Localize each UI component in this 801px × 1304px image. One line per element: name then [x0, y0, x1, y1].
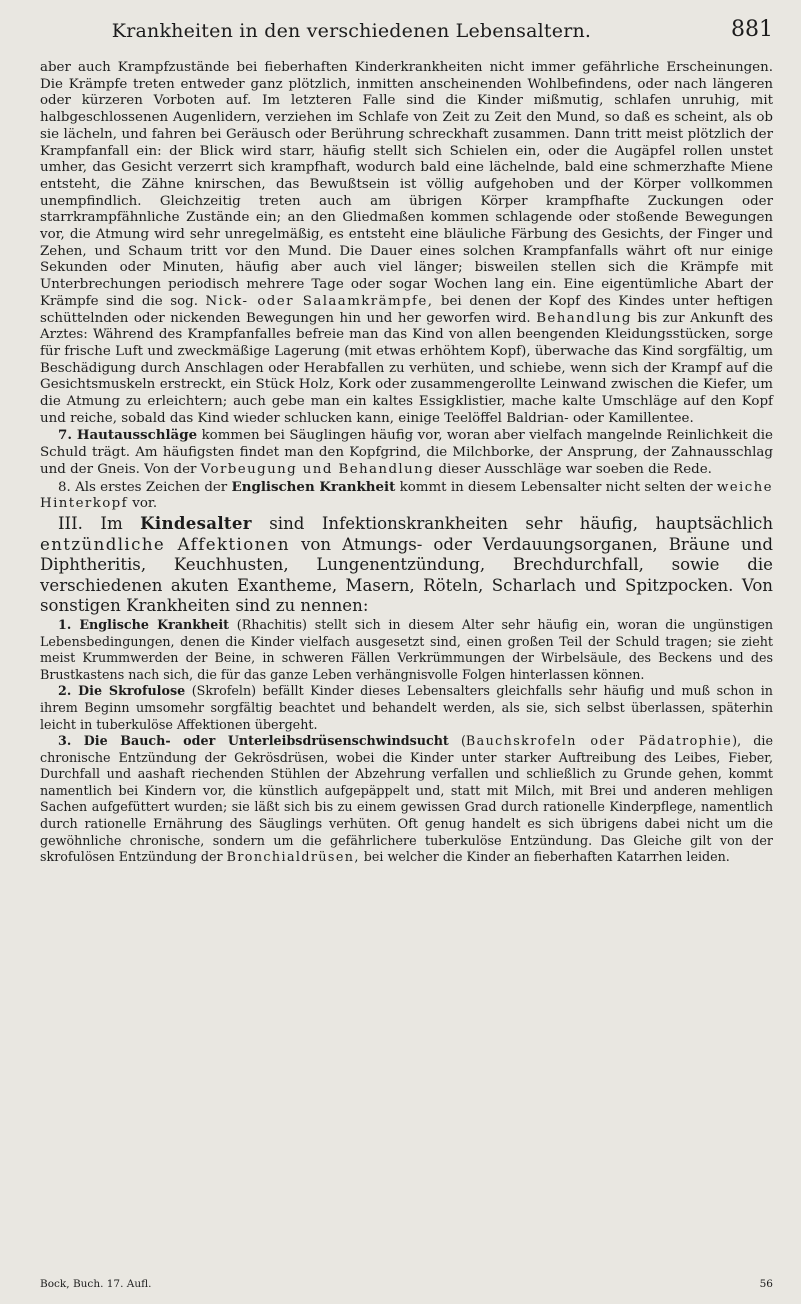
- paragraph-text: ), die chronische Entzündung der Gekrösdrüsen, wobei die Kinder unter starker Auftreibung des Leibes, Fieber, Durchfall und aashaft riechenden Stühlen der Abzehrung verfallen und schließlich zu Grunde gehen, kommt namentlich bei Kindern vor, die künstlich aufgepäppelt und, statt mit Milch, mit Brei und anderen mehligen Sachen aufgefüttert wurden; sie läßt sich bis zu einem gewissen Grad durch rationelle Kinderpflege, namentlich durch rationelle Ernährung des Säuglings verhüten. Oft genug handelt es sich übrigens dabei nicht um die gewöhnliche chronische, sondern um die gefährlichere tuberkulöse Entzündung. Das Gleiche gilt von der skrofulösen Entzündung der: [40, 733, 773, 865]
- paragraph-text: dieser Ausschläge war soeben die Rede.: [438, 461, 712, 477]
- page-header: [40, 14, 773, 44]
- running-title: Krankheiten in den verschiedenen Lebensaltern.: [111, 20, 592, 42]
- paragraph-text: (: [460, 733, 466, 749]
- item-label: Englischen Krankheit: [231, 478, 396, 495]
- paragraph-text: kommen bei Säuglingen häufig vor, woran aber vielfach mangelnde Reinlichkeit die Schuld trägt. Am häufigsten findet man den Kopfgrind, die Milchborke, der Ansprung, der Zahnausschlag und der Gneis. Von der: [40, 428, 773, 477]
- paragraph-text: aber auch Krampfzustände bei fieberhaften Kinderkrankheiten nicht immer gefährliche Erscheinungen. Die Krämpfe treten entweder ganz plötzlich, inmitten anscheinenden Wohlbefindens, oder nach längeren oder kürzeren Vorboten auf. Im letzteren Falle sind die Kinder mißmutig, schlafen unruhig, mit halbgeschlossenen Augenlidern, verziehen im Schlafe von Zeit zu Zeit den Mund, so daß es scheint, als ob sie lächeln, und fahren bei Geräusch oder Berührung schreckhaft zusammen. Dann tritt meist plötzlich der Krampfanfall ein: der Blick wird starr, häufig stellt sich Schielen ein, oder die Augäpfel rollen unstet umher, das Gesicht verzerrt sich krampfhaft, wodurch bald eine lächelnde, bald eine schmerzhafte Miene entsteht, die Zähne knirschen, das Bewußtsein ist völlig aufgehoben und der Körper vollkommen unempfindlich. Gleichzeitig treten auch am übrigen Körper krampfhafte Zuckungen oder starrkrampfähnliche Zustände ein; an den Gliedmaßen kommen schlagende oder stoßende Bewegungen vor, die Atmung wird sehr unregelmäßig, es entsteht eine bläuliche Färbung des Gesichts, der Finger und Zehen, und Schaum tritt vor den Mund. Die Dauer eines solchen Krampfanfalls währt oft nur einige Sekunden oder Minuten, häufig aber auch viel länger; bisweilen stellen sich die Krämpfe mit Unterbrechungen periodisch mehrere Tage oder sogar Wochen lang ein. Eine eigentümliche Abart der Krämpfe sind die sog.: [40, 60, 773, 309]
- spaced-term: Vorbeugung und Behandlung: [200, 461, 435, 477]
- paragraph-abdominal-consumption: [40, 733, 773, 866]
- spaced-term: Bronchialdrüsen,: [226, 849, 360, 865]
- spaced-term: entzündliche Affektionen: [40, 534, 290, 554]
- paragraph-text: (Skrofeln) befällt Kinder dieses Lebensalters gleichfalls sehr häufig und muß schon in ihrem Beginn umsomehr sorgfältig beachtet und behandelt werden, als sie, sich selbst überlassen, späterhin leicht in tuberkulöse Affektionen übergeht.: [40, 683, 773, 732]
- item-label: 1. Englische Krankheit: [58, 616, 230, 632]
- section-text: III. Im: [58, 513, 123, 533]
- paragraph-text: 8. Als erstes Zeichen der: [58, 479, 228, 495]
- sheet-number: 56: [759, 1278, 773, 1290]
- paragraph-rickets: [40, 617, 773, 683]
- spaced-term: Behandlung: [536, 310, 632, 326]
- paragraph-text: bei welcher die Kinder an fieberhaften Katarrhen leiden.: [363, 849, 730, 865]
- section-text: sind Infektionskrankheiten sehr häufig, hauptsächlich: [269, 513, 774, 533]
- signature-mark: Bock, Buch. 17. Aufl.: [40, 1278, 152, 1290]
- spaced-term: Nick- oder Salaamkrämpfe,: [205, 293, 434, 309]
- paragraph-skin-rashes: [40, 427, 773, 478]
- item-label: 3. Die Bauch- oder Unterleibsdrüsenschwindsucht: [58, 733, 449, 749]
- paragraph-seizures: [40, 60, 773, 427]
- spaced-term: Bauchskrofeln oder Pädatrophie: [465, 733, 733, 749]
- page-body: [40, 60, 773, 866]
- page-number: 881: [731, 17, 773, 42]
- page-footer: [40, 1278, 773, 1296]
- paragraph-english-disease: [40, 479, 773, 513]
- section-label: Kindesalter: [140, 512, 252, 533]
- item-label: 2. Die Skrofulose: [58, 683, 186, 699]
- paragraph-scrofula: [40, 683, 773, 733]
- paragraph-text: bis zur Ankunft des Arztes: Während des Krampfanfalles befreie man das Kind von allen beengenden Kleidungsstücken, sorge für frische Luft und zweckmäßige Lagerung (mit etwas erhöhtem Kopf), überwache das Kind sorgfältig, um Beschädigung durch Anschlagen oder Herabfallen zu verhüten, und schiebe, wenn sich der Krampf auf die Gesichtsmuskeln erstreckt, ein Stück Holz, Kork oder zusammengerollte Leinwand zwischen die Kiefer, um die Atmung zu erleichtern; auch gebe man ein kaltes Essigklistier, mache kalte Umschläge auf den Kopf und reiche, sobald das Kind wieder schlucken kann, einige Teelöffel Baldrian- oder Kamillentee.: [40, 310, 773, 426]
- paragraph-text: bei denen der Kopf des Kindes unter heftigen schüttelnden oder nickenden Bewegungen hin und her geworfen wird.: [40, 293, 773, 326]
- paragraph-text: vor.: [132, 496, 158, 512]
- item-label: 7. Hautausschläge: [58, 427, 198, 444]
- paragraph-text: (Rhachitis) stellt sich in diesem Alter sehr häufig ein, woran die ungünstigen Lebensbedingungen, denen die Kinder vielfach ausgesetzt sind, einen großen Teil der Schuld tragen; sie zieht meist Krummwerden der Beine, in schweren Fällen Verkrümmungen der Wirbelsäule, des Beckens und des Brustkastens nach sich, die für das ganze Leben verhängnisvolle Folgen hinterlassen können.: [40, 616, 773, 682]
- section-text: von Atmungs- oder Verdauungsorganen, Bräune und Diphtheritis, Keuchhusten, Lungenentzündung, Brechdurchfall, sowie die verschiedenen akuten Exantheme, Masern, Röteln, Scharlach und Spitzpocken. Von sonstigen Krankheiten sind zu nennen:: [40, 534, 773, 616]
- paragraph-text: kommt in diesem Lebensalter nicht selten der: [399, 479, 713, 495]
- spaced-term: weiche Hinterkopf: [40, 479, 773, 512]
- section-childhood: [40, 513, 773, 617]
